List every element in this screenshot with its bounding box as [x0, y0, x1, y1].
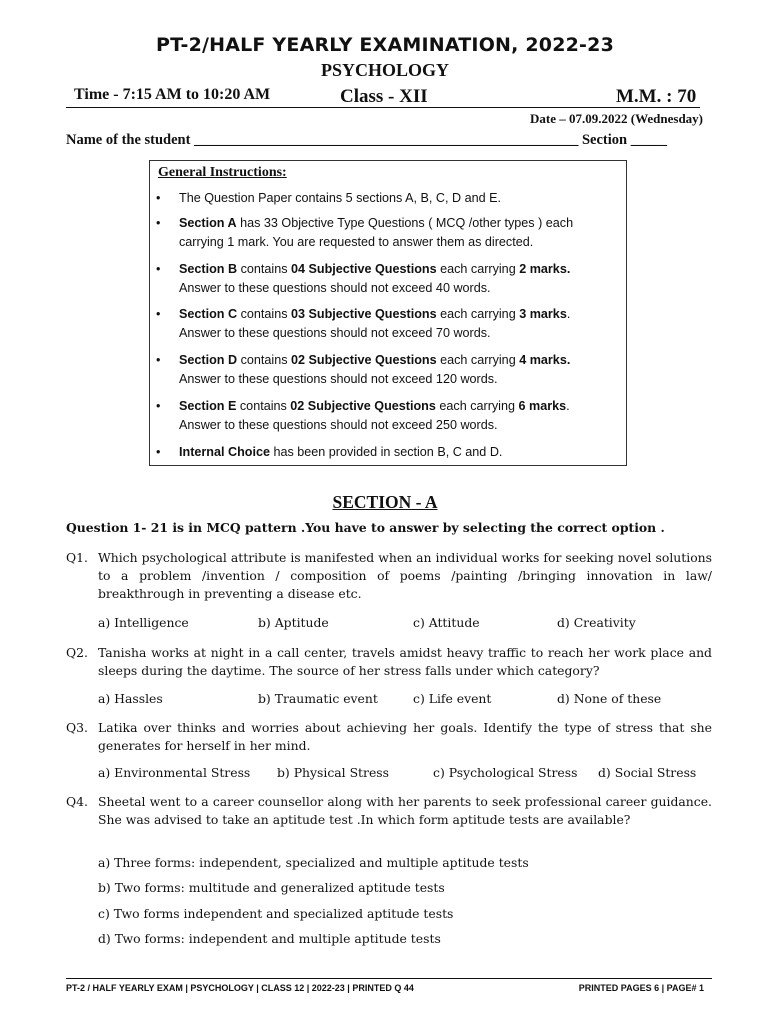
question-1 [66, 549, 712, 603]
instruction-text: Answer to these questions should not exceed 70 words. [179, 326, 491, 340]
instruction-text: Answer to these questions should not exceed 120 words. [179, 372, 498, 386]
option-b: b) Physical Stress [277, 765, 390, 780]
instruction-item [156, 397, 622, 435]
mcq-instruction: Question 1- 21 is in MCQ pattern .You have to answer by selecting the correct option . [66, 520, 665, 535]
option-a: a) Intelligence [98, 615, 189, 630]
option-d: d) Social Stress [598, 765, 697, 780]
instruction-bold: Section E [179, 399, 237, 413]
bullet-icon: • [156, 307, 161, 321]
instruction-text: each carrying [436, 353, 520, 367]
instructions-heading: General Instructions: [158, 165, 287, 180]
instruction-text: each carrying [436, 307, 520, 321]
instruction-text: contains [237, 353, 291, 367]
name-label: Name of the student [66, 132, 191, 148]
name-blank: _____________________________________________________ [194, 132, 579, 148]
question-number: Q1. [66, 550, 88, 565]
header-divider [66, 107, 700, 108]
instruction-bold: 03 Subjective Questions [291, 307, 437, 321]
instruction-bold: 02 Subjective Questions [291, 353, 437, 367]
footer-right-text: PRINTED PAGES 6 | PAGE# 1 [578, 983, 704, 993]
instruction-bold: 02 Subjective Questions [290, 399, 436, 413]
instruction-text: . [566, 399, 570, 413]
instruction-bold: Section C [179, 307, 238, 321]
option-b: b) Two forms: multitude and generalized aptitude tests [98, 880, 445, 895]
bullet-icon: • [156, 262, 161, 276]
option-a: a) Environmental Stress [98, 765, 251, 780]
option-b: b) Aptitude [258, 615, 329, 630]
question-number: Q4. [66, 794, 88, 809]
instruction-bold: Section D [179, 353, 238, 367]
instruction-text: has 33 Objective Type Questions ( MCQ /other types ) each [236, 216, 574, 230]
instruction-item [156, 214, 622, 252]
exam-class: Class - XII [340, 86, 428, 107]
option-d: d) Creativity [557, 615, 636, 630]
instruction-text: has been provided in section B, C and D. [269, 445, 503, 459]
instruction-bold: Internal Choice [179, 445, 270, 459]
subject-title: PSYCHOLOGY [320, 60, 449, 80]
instruction-item [156, 260, 622, 298]
question-2 [66, 644, 712, 680]
question-text: Sheetal went to a career counsellor along with her parents to seek professional career guidance. She was advised to take an aptitude test .In which form aptitude tests are available? [98, 794, 712, 827]
option-b: b) Traumatic event [258, 691, 378, 706]
bullet-icon: • [156, 353, 161, 367]
section-blank: _____ [630, 132, 667, 148]
option-c: c) Attitude [413, 615, 480, 630]
option-c: c) Two forms independent and specialized aptitude tests [98, 906, 454, 921]
instruction-bold: Section B [179, 262, 238, 276]
instruction-text: each carrying [436, 262, 520, 276]
instruction-text: Answer to these questions should not exceed 250 words. [179, 418, 498, 432]
option-a: a) Hassles [98, 691, 163, 706]
question-number: Q2. [66, 645, 88, 660]
footer-divider [66, 978, 712, 979]
instruction-bold: 04 Subjective Questions [291, 262, 437, 276]
instruction-text: contains [237, 262, 291, 276]
instruction-item [156, 443, 622, 462]
exam-time: Time - 7:15 AM to 10:20 AM [74, 86, 271, 103]
question-4 [66, 793, 712, 829]
student-info-line [66, 132, 667, 149]
general-instructions-box [149, 160, 627, 466]
instruction-bold: Section A [179, 216, 237, 230]
exam-title: PT-2/HALF YEARLY EXAMINATION, 2022-23 [155, 34, 614, 56]
instruction-text: The Question Paper contains 5 sections A, B, C, D and E. [179, 191, 502, 205]
section-label: Section [581, 132, 628, 148]
question-text: Latika over thinks and worries about achieving her goals. Identify the type of stress that she generates for herself in her mind. [98, 720, 712, 753]
instruction-item [156, 351, 622, 389]
instruction-text: each carrying [435, 399, 519, 413]
question-number: Q3. [66, 720, 88, 735]
option-c: c) Psychological Stress [433, 765, 578, 780]
instruction-item [156, 189, 622, 208]
instruction-bold: 2 marks. [519, 262, 571, 276]
bullet-icon: • [156, 399, 161, 413]
instruction-text: Answer to these questions should not exceed 40 words. [179, 281, 491, 295]
bullet-icon: • [156, 216, 161, 230]
bullet-icon: • [156, 445, 161, 459]
instruction-bold: 3 marks [519, 307, 567, 321]
question-text: Which psychological attribute is manifested when an individual works for seeking novel solutions to a problem /invention / composition of poems /painting /bringing innovation in law/ breakthrough in preventing a disease etc. [98, 550, 712, 601]
footer-left-text: PT-2 / HALF YEARLY EXAM | PSYCHOLOGY | CLASS 12 | 2022-23 | PRINTED Q 44 [66, 983, 414, 993]
instruction-item [156, 305, 622, 343]
instruction-text: contains [236, 399, 291, 413]
max-marks: M.M. : 70 [616, 86, 697, 107]
instruction-bold: 4 marks. [519, 353, 571, 367]
option-a: a) Three forms: independent, specialized and multiple aptitude tests [98, 855, 529, 870]
exam-date: Date – 07.09.2022 (Wednesday) [530, 111, 703, 126]
option-c: c) Life event [413, 691, 492, 706]
instruction-bold: 6 marks [518, 399, 567, 413]
question-3 [66, 719, 712, 755]
question-text: Tanisha works at night in a call center, travels amidst heavy traffic to reach her work place and sleeps during the daytime. The source of her stress falls under which category? [98, 645, 712, 678]
section-title: SECTION - A [332, 492, 438, 512]
instruction-text: contains [237, 307, 291, 321]
option-d: d) None of these [557, 691, 662, 706]
bullet-icon: • [156, 191, 161, 205]
option-d: d) Two forms: independent and multiple aptitude tests [98, 931, 441, 946]
instruction-text: carrying 1 mark. You are requested to answer them as directed. [179, 235, 534, 249]
instruction-text: . [566, 307, 571, 321]
